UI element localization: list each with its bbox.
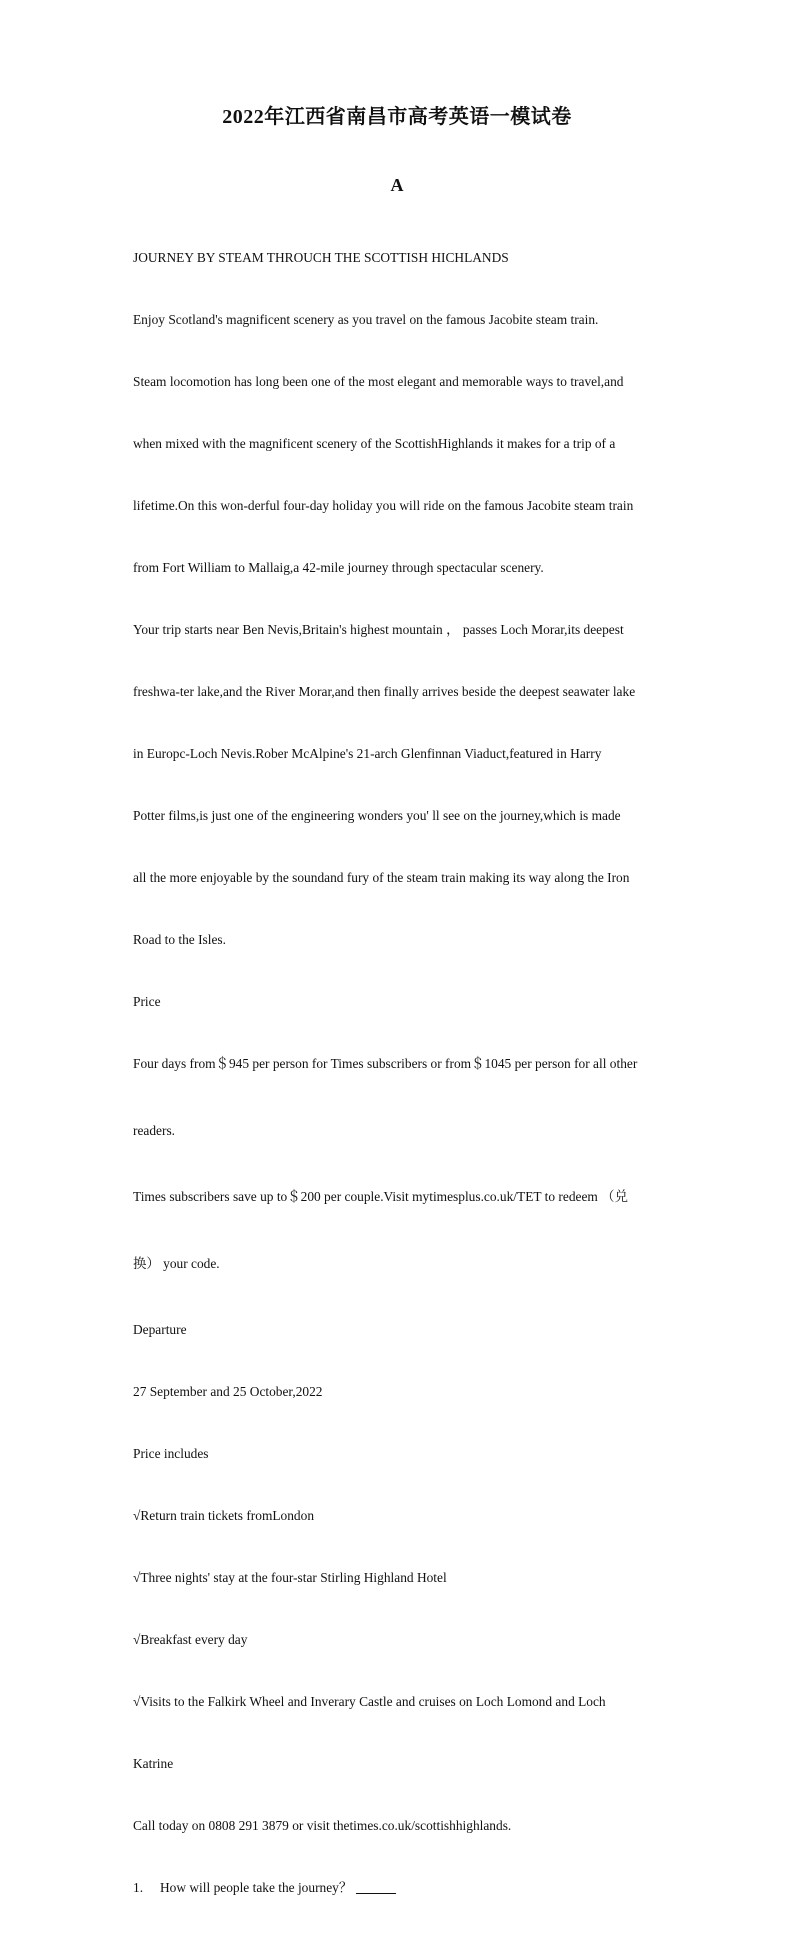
passage-heading: JOURNEY BY STEAM THROUCH THE SCOTTISH HICHLANDS [133,250,509,265]
passage-line: when mixed with the magnificent scenery of the ScottishHighlands it makes for a trip of a [133,436,616,451]
includes-item: √Breakfast every day [133,1632,248,1647]
includes-item-continued: Katrine [133,1756,174,1771]
contact-line: Call today on 0808 291 3879 or visit thetimes.co.uk/scottishhighlands. [133,1818,512,1833]
passage-line: 换） your code. [133,1255,220,1271]
section-heading-price: Price [133,994,161,1009]
passage-line: Enjoy Scotland's magnificent scenery as you travel on the famous Jacobite steam train. [133,312,599,327]
passage-line: lifetime.On this won-derful four-day holiday you will ride on the famous Jacobite steam train [133,498,634,513]
passage [133,211,663,1934]
page-title: 2022年江西省南昌市高考英语一模试卷 [222,106,572,128]
section-label: A [390,175,404,195]
question-1 [133,1872,663,1903]
passage-line: Times subscribers save up to＄200 per couple.Visit mytimesplus.co.uk/TET to redeem （兑 [133,1189,628,1204]
passage-line: from Fort William to Mallaig,a 42-mile journey through spectacular scenery. [133,560,544,575]
passage-line: Potter films,is just one of the engineering wonders you' ll see on the journey,which is made [133,808,621,823]
passage-line: Your trip starts near Ben Nevis,Britain's highest mountain ， passes Loch Morar,its deepest [133,622,624,637]
section-heading-price-includes: Price includes [133,1446,209,1461]
passage-line: all the more enjoyable by the soundand fury of the steam train making its way along the Iron [133,870,630,885]
includes-item: √Visits to the Falkirk Wheel and Inverary Castle and cruises on Loch Lomond and Loch [133,1694,606,1709]
passage-line: in Europc-Loch Nevis.Rober McAlpine's 21-arch Glenfinnan Viaduct,featured in Harry [133,746,602,761]
question-text: How will people take the journey？ [160,1880,353,1895]
passage-line: Road to the Isles. [133,932,226,947]
includes-item: √Three nights' stay at the four-star Stirling Highland Hotel [133,1570,447,1585]
passage-line: Four days from＄945 per person for Times subscribers or from＄1045 per person for all other [133,1056,638,1071]
question-number: 1. [133,1880,144,1895]
passage-line: readers. [133,1122,176,1138]
answer-blank[interactable] [356,1879,396,1894]
departure-dates: 27 September and 25 October,2022 [133,1384,323,1399]
passage-line: Steam locomotion has long been one of the most elegant and memorable ways to travel,and [133,374,624,389]
passage-line: freshwa-ter lake,and the River Morar,and then finally arrives beside the deepest seawater lake [133,684,636,699]
section-heading-departure: Departure [133,1322,187,1337]
includes-item: √Return train tickets fromLondon [133,1508,315,1523]
